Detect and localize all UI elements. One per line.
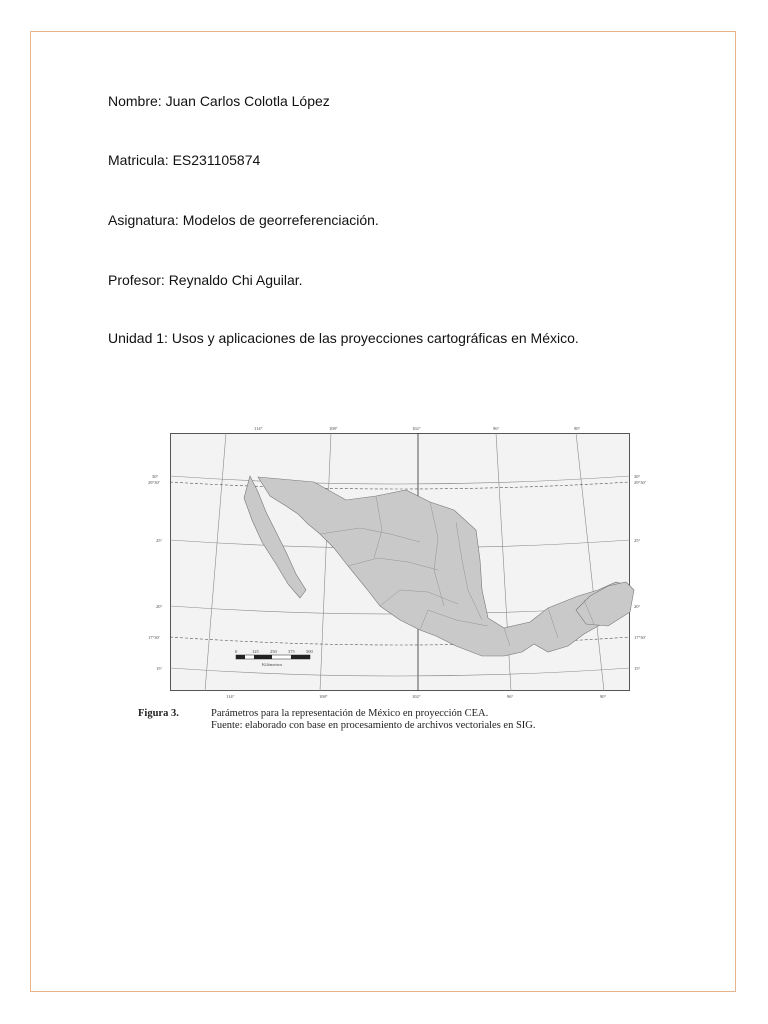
right-tick-label: 30° [634,474,641,479]
left-tick-label: 25° [156,538,163,543]
bottom-tick-label: 114° [226,694,235,699]
left-tick-label: 17°30' [148,635,160,640]
meridian-line [576,433,604,691]
left-tick-label: 15° [156,666,163,671]
scale-label: 0 [235,649,238,654]
scale-label: 250 [270,649,277,654]
bottom-tick-label: 96° [507,694,514,699]
right-tick-label: 17°30' [634,635,646,640]
caption-line-1: Parámetros para la representación de México en proyección CEA. [211,708,489,719]
map-figure [138,426,646,732]
left-tick-label: 29°30' [148,480,160,485]
meridian-line [320,433,331,691]
top-tick-label: 108° [329,426,338,431]
bottom-tick-label: 90° [600,694,607,699]
student-name: Nombre: Juan Carlos Colotla López [108,93,330,109]
parallel-line [170,668,630,676]
standard-parallel-line [170,482,630,489]
right-tick-label: 25° [634,538,641,543]
bottom-tick-label: 108° [319,694,328,699]
top-tick-label: 90° [574,426,581,431]
scale-label: 500 [306,649,313,654]
top-tick-label: 102° [412,426,421,431]
right-tick-label: 29°30' [634,480,646,485]
scale-label: 375 [288,649,295,654]
student-id: Matricula: ES231105874 [108,152,261,168]
right-tick-label: 20° [634,604,641,609]
professor: Profesor: Reynaldo Chi Aguilar. [108,272,303,288]
right-tick-label: 15° [634,666,641,671]
yucatan-peninsula [576,582,634,626]
left-tick-label: 20° [156,604,163,609]
subject: Asignatura: Modelos de georreferenciación. [108,212,379,228]
mainland-mexico [258,477,630,656]
caption-line-2: Fuente: elaborado con base en procesamiento de archivos vectoriales en SIG. [211,720,536,731]
document-page [30,31,736,992]
parallel-line [170,476,630,484]
figure-label: Figura 3. [138,708,179,719]
mexico-landmass [244,476,634,656]
top-tick-label: 96° [493,426,500,431]
unit-title: Unidad 1: Usos y aplicaciones de las proyecciones cartográficas en México. [108,330,579,346]
scale-bar [236,655,310,659]
mexico-map-svg [138,426,646,732]
top-tick-label: 114° [254,426,263,431]
bottom-tick-label: 102° [412,694,421,699]
scale-label: 125 [252,649,259,654]
meridian-line [205,433,226,691]
scale-unit-label: Kilómetros [262,662,283,667]
left-tick-label: 30° [152,474,159,479]
